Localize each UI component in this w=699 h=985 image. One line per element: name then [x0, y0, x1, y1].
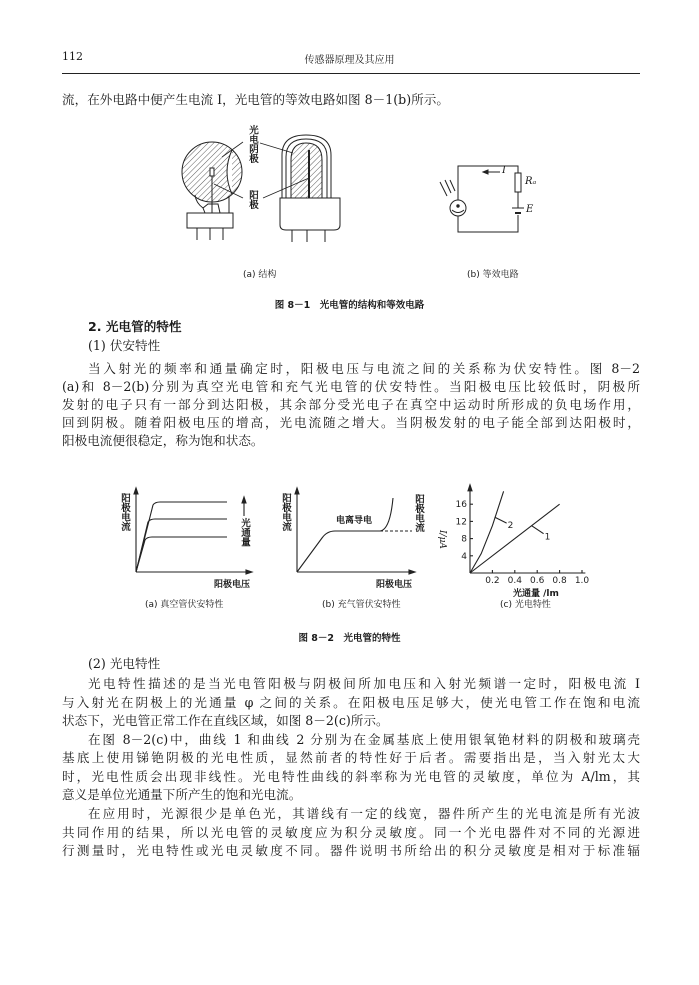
plot-c-ylabel: I/μA: [437, 530, 447, 549]
subsection-1-title: (1) 伏安特性: [88, 338, 161, 353]
plot-a-caption: (a) 真空管伏安特性: [145, 600, 224, 610]
running-header: 传感器原理及其应用: [304, 55, 395, 66]
plot-c: [456, 485, 590, 586]
plot-a: [134, 488, 252, 574]
source-label: E: [526, 204, 534, 215]
curve-a-mid: [136, 519, 227, 572]
x-tick-label: 0.8: [552, 576, 567, 586]
photocell-icon: [450, 200, 466, 216]
y-tick-label: 4: [461, 551, 467, 562]
para2-line: 与入射光在阴极上的光通量 φ 之间的关系。在阳极电压足够大，使光电管工作在饱和电流: [62, 694, 640, 710]
leader-lines: [214, 142, 309, 198]
y-tick-label: 12: [455, 517, 467, 528]
para1-line: 当入射光的频率和通量确定时，阳极电压与电流之间的关系称为伏安特性。图 8－2: [88, 361, 640, 376]
plot-a-xlabel: 阳极电压: [214, 580, 251, 590]
plot-a-ylabel: 阳极电流: [119, 493, 130, 531]
figure-8-2-caption: 图 8－2 光电管的特性: [298, 633, 401, 644]
equivalent-circuit: [440, 166, 524, 232]
section-title: 2. 光电管的特性: [88, 319, 182, 334]
para2-line: 状态下，光电管正常工作在直线区域，如图 8－2(c)所示。: [62, 713, 389, 728]
curve-a-low: [136, 537, 227, 572]
current-label: I: [502, 165, 506, 176]
plot-b: [295, 488, 415, 574]
para2-line: 光电特性描述的是当光电管阳极与阴极间所加电压和入射光频谱一定时，阳极电流 I: [88, 676, 640, 691]
plot-b-ylabel: 阳极电流: [280, 493, 291, 531]
plot-b-annotation: 电离导电: [336, 516, 373, 526]
figure-8-1a-caption: (a) 结构: [243, 270, 277, 280]
plot-a-flux-label: 光通量: [239, 518, 250, 547]
plot-b-right-label: 阳极电流: [413, 494, 424, 532]
series-label-leader: [532, 526, 544, 534]
para3-line: 时，光电性质会出现非线性。光电特性曲线的斜率称为光电管的灵敏度，单位为 A/lm，其: [62, 768, 640, 784]
curve-b: [297, 498, 393, 572]
anode-label: 阳极: [247, 190, 258, 209]
series-label-leader: [495, 517, 507, 523]
plot-c-caption: (c) 光电特性: [500, 600, 551, 610]
arrow-up-icon: [242, 497, 246, 503]
series-label: 1: [544, 532, 551, 543]
para3-line: 基底上使用锑铯阴极的光电性质，显然前者的特性好于后者。需要指出是，当入射光太大: [62, 750, 640, 765]
para1-line: 阳极电流便很稳定，称为饱和状态。: [62, 433, 264, 448]
para4-line: 行测量时，光电特性或光电灵敏度不同。器件说明书所给出的积分灵敏度是相对于标准辐: [62, 843, 640, 858]
light-rays-icon: [440, 180, 455, 196]
series-line-2: [470, 491, 504, 573]
para3-line: 在图 8－2(c)中，曲线 1 和曲线 2 分别为在金属基底上使用银氧铯材料的阴极和玻璃壳: [88, 731, 640, 747]
x-tick-label: 0.4: [507, 576, 522, 586]
cylindrical-phototube: [280, 135, 340, 242]
subsection-2-title: (2) 光电特性: [88, 656, 161, 671]
para4-line: 共同作用的结果，所以光电管的灵敏度应为积分灵敏度。同一个光电器件对不同的光源进: [62, 824, 640, 840]
y-tick-label: 16: [455, 500, 467, 511]
page-number: 112: [62, 50, 83, 63]
y-tick-label: 8: [461, 534, 467, 545]
para1-line: (a)和 8－2(b)分别为真空光电管和充气光电管的伏安特性。当阳极电压比较低时，阴极所: [62, 379, 640, 394]
x-tick-label: 1.0: [574, 576, 590, 586]
plot-b-xlabel: 阳极电压: [376, 580, 413, 590]
para4-line: 在应用时，光源很少是单色光，其谱线有一定的线宽，器件所产生的光电流是所有光波: [88, 806, 640, 821]
plot-c-xlabel: 光通量 /lm: [513, 589, 559, 599]
x-tick-label: 0.2: [485, 576, 500, 586]
series-label: 2: [507, 521, 514, 532]
para1-line: 发射的电子只有一部分到达阳极，其余部分受光电子在真空中运动时所形成的负电场作用，: [62, 397, 640, 412]
y-axis-arrow: [468, 485, 472, 491]
cathode-label: 光电阴极: [247, 125, 258, 163]
para1-line: 回到阴极。随着阳极电压的增高，光电流随之增大。当阴极发射的电子能全部到达阳极时，: [62, 415, 640, 430]
figure-8-1b-caption: (b) 等效电路: [467, 270, 519, 280]
curve-a-high: [136, 502, 227, 572]
resistor-icon: [515, 173, 521, 192]
plot-b-caption: (b) 充气管伏安特性: [322, 600, 401, 610]
spherical-phototube: [182, 142, 242, 240]
resistor-label: Rₐ: [525, 176, 537, 187]
header-rule: [62, 73, 640, 74]
series-line-1: [470, 504, 560, 573]
para3-line: 意义是单位光通量下所产生的饱和光电流。: [62, 787, 302, 802]
x-tick-label: 0.6: [530, 576, 545, 586]
figure-8-1-caption: 图 8－1 光电管的结构和等效电路: [274, 300, 425, 311]
intro-line: 流，在外电路中便产生电流 I，光电管的等效电路如图 8－1(b)所示。: [62, 92, 449, 107]
